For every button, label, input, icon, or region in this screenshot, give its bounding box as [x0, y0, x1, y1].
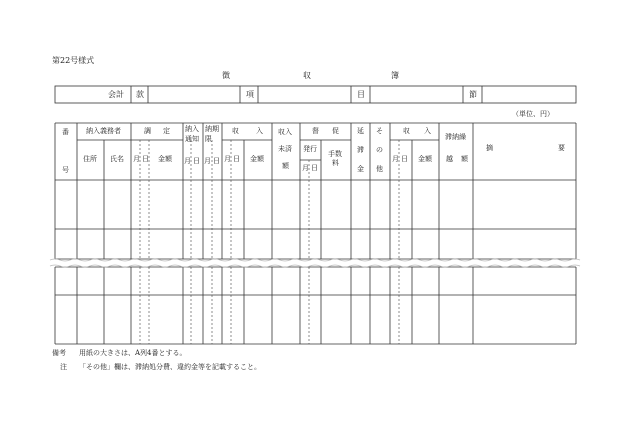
unit-label: （単位、円） [512, 110, 554, 118]
header-other-3: 他 [376, 165, 383, 173]
header-remarks-1: 摘 [486, 144, 493, 152]
header-unpaid-3: 額 [282, 162, 289, 170]
header-fee-1: 手数 [328, 150, 342, 158]
moku-label: 目 [357, 90, 365, 99]
header-due-1: 納期 [205, 125, 219, 133]
issue-month: 月 [302, 164, 309, 172]
chotei-day: 日 [142, 155, 149, 163]
header-due-2: 限 [205, 135, 212, 143]
header-remarks-2: 要 [558, 144, 565, 152]
kaikei-label: 会計 [108, 90, 124, 99]
receipt-day: 日 [233, 155, 240, 163]
issue-day: 日 [311, 164, 318, 172]
header-unpaid-2: 未済 [278, 145, 292, 153]
due-day: 日 [213, 157, 220, 165]
header-gou: 号 [62, 166, 69, 174]
header-notice-2: 通知 [185, 135, 199, 143]
header-tokusoku-2: 促 [332, 127, 339, 135]
title-char-2: 収 [303, 71, 311, 80]
header-notice-1: 納入 [185, 125, 199, 133]
header-receipt2-1: 収 [403, 127, 410, 135]
notice-day: 日 [193, 157, 200, 165]
header-delay-1: 延 [357, 127, 364, 135]
receipt2-month: 月 [392, 155, 399, 163]
header-issue: 発行 [303, 145, 317, 153]
header-receipt2-2: 入 [424, 127, 431, 135]
due-month: 月 [204, 157, 211, 165]
header-name: 氏名 [110, 155, 124, 163]
header-carryover-2a: 越 [446, 155, 453, 163]
header-tokusoku-1: 督 [312, 127, 319, 135]
header-carryover-2b: 額 [461, 155, 468, 163]
header-delay-2: 滞 [357, 146, 364, 154]
biko-label: 備考 [52, 349, 66, 357]
header-chotei-2: 定 [163, 127, 170, 135]
kou-label: 項 [246, 90, 254, 99]
header-unpaid-1: 収入 [278, 128, 292, 136]
header-receipt-1: 収 [232, 127, 239, 135]
form-number: 第22号様式 [52, 56, 95, 65]
receipt2-day: 日 [401, 155, 408, 163]
header-address: 住所 [83, 155, 97, 163]
kan-label: 款 [136, 90, 144, 99]
header-other-1: そ [376, 127, 383, 135]
setsu-label: 節 [469, 90, 477, 99]
header-delay-3: 金 [357, 165, 364, 173]
chu-text: 「その他」欄は、滞納処分費、違約金等を記載すること。 [79, 363, 261, 371]
chotei-amount: 金額 [158, 155, 172, 163]
header-other-2: の [376, 146, 383, 154]
biko-text: 用紙の大きさは、A列4番とする。 [79, 349, 187, 357]
title-char-1: 徴 [222, 71, 230, 80]
header-fee-2: 料 [332, 159, 339, 167]
receipt-month: 月 [224, 155, 231, 163]
notice-month: 月 [184, 157, 191, 165]
chu-label: 注 [60, 363, 67, 371]
title-char-3: 簿 [391, 71, 399, 80]
header-carryover-1: 滞納繰 [445, 133, 466, 141]
header-ban: 番 [62, 128, 69, 136]
receipt-amount: 金額 [250, 155, 264, 163]
chotei-month: 月 [133, 155, 140, 163]
header-payer: 納入義務者 [86, 127, 121, 135]
header-receipt-2: 入 [256, 127, 263, 135]
receipt2-amount: 金額 [418, 155, 432, 163]
header-chotei-1: 調 [144, 127, 151, 135]
